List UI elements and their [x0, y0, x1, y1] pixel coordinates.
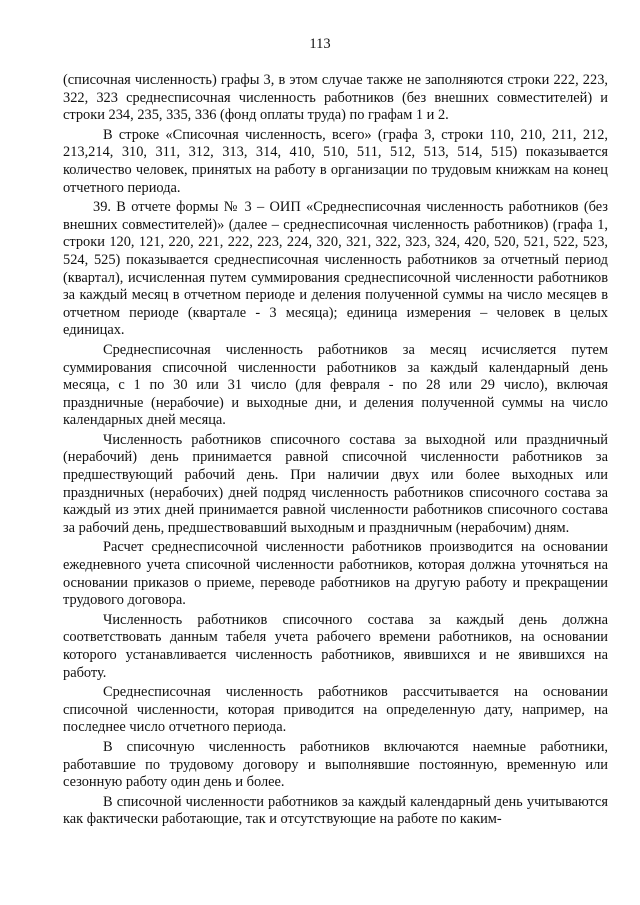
document-body: [63, 72, 608, 831]
paragraph-item-39: 39. В отчете формы № 3 – ОИП «Среднесписочная численность работников (без внешних совместителей)» (далее – среднесписочная численность работников) (графа 1, строки 120, 121, 220, 221, 222, 223, 224, 320, 321, 322, 323, 324, 420, 520, 521, 522, 523, 524, 525) показывается среднесписочная численность работников за отчетный период (квартал), исчисленная путем суммирования среднесписочной численности работников за каждый месяц в отчетном периоде и деления полученной суммы на число месяцев в отчетном периоде (квартале - 3 месяца); единица измерения – человек в целых единицах.: [63, 199, 608, 339]
paragraph-calculation-basis: Расчет среднесписочной численности работников производится на основании ежедневного учета списочной численности работников, которая должна уточняться на основании приказов о приеме, переводе работников на другую работу и прекращении трудового договора.: [63, 539, 608, 609]
paragraph-holiday-count: Численность работников списочного состава за выходной или праздничный (нерабочий) день принимается равной списочной численности работников за предшествующий рабочий день. При наличии двух или более выходных или праздничных (нерабочих) дней подряд численность работников списочного состава за каждый из этих дней принимается равной численности работников списочного состава за рабочий день, предшествовавший выходным и праздничным (нерабочим) дням.: [63, 431, 608, 536]
paragraph-continuation: (списочная численность) графы 3, в этом случае также не заполняются строки 222, 223, 322, 323 среднесписочная численность работников (без внешних совместителей) и строки 234, 235, 335, 336 (фонд оплаты труда) по графам 1 и 2.: [63, 72, 608, 124]
paragraph-average-calculation: Среднесписочная численность работников рассчитывается на основании списочной численности, которая приводится на определенную дату, например, на последнее число отчетного периода.: [63, 684, 608, 736]
paragraph-total-headcount: В строке «Списочная численность, всего» (графа 3, строки 110, 210, 211, 212, 213,214, 310, 311, 312, 313, 314, 410, 510, 511, 512, 513, 514, 515) показывается количество человек, принятых на работу в организации по трудовым книжкам на конец отчетного периода.: [63, 126, 608, 196]
page-number: 113: [309, 36, 331, 52]
paragraph-monthly-average: Среднесписочная численность работников за месяц исчисляется путем суммирования списочной численности работников за каждый календарный день месяца, с 1 по 30 или 31 число (для февраля - по 28 или 29 число), включая праздничные (нерабочие) и выходные дни, и деления полученной суммы на число календарных дней месяца.: [63, 341, 608, 429]
paragraph-timesheet: Численность работников списочного состава за каждый день должна соответствовать данным табеля учета рабочего времени работников, на основании которого устанавливается численность работников, явившихся и не явившихся на работу.: [63, 611, 608, 681]
paragraph-daily-accounting: В списочной численности работников за каждый календарный день учитываются как фактически работающие, так и отсутствующие на работе по каким-: [63, 793, 608, 828]
paragraph-inclusion: В списочную численность работников включаются наемные работники, работавшие по трудовому договору и выполнявшие постоянную, временную или сезонную работу один день и более.: [63, 738, 608, 791]
